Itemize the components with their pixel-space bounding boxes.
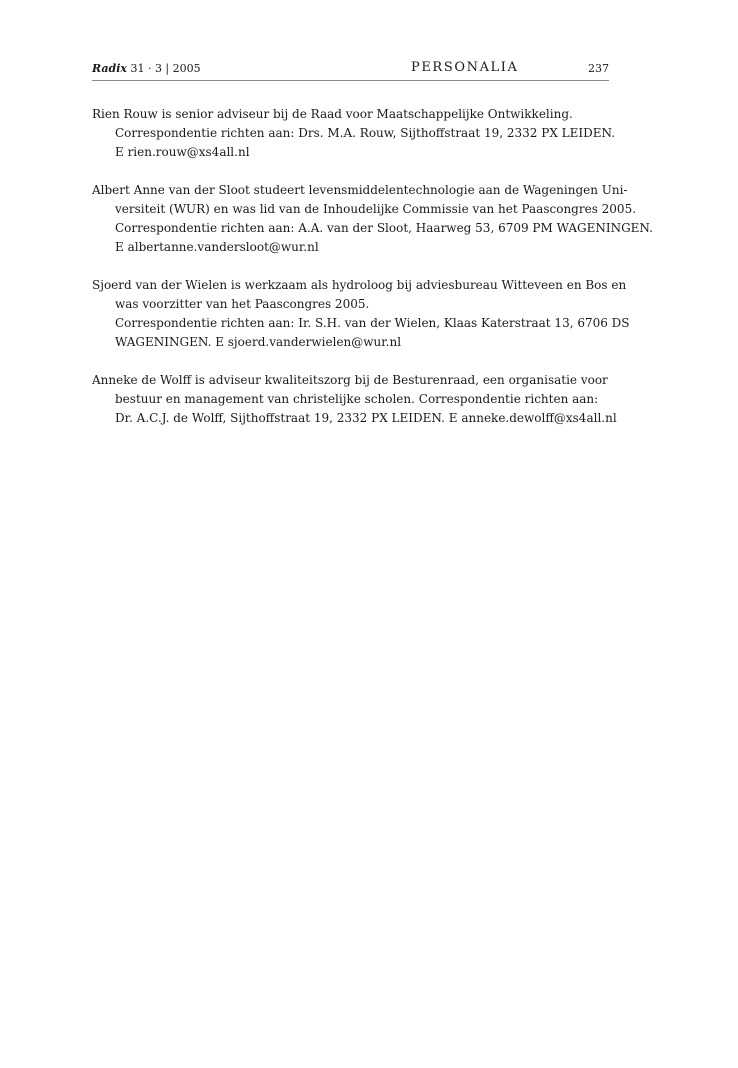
entry-line: E rien.rouw@xs4all.nl xyxy=(115,145,250,159)
journal-issue: 31 · 3 | 2005 xyxy=(130,62,201,75)
entry-line: Rien Rouw is senior adviseur bij de Raad voor Maatschappelijke Ontwikkeling. xyxy=(92,107,573,121)
entry-line: Correspondentie richten aan: Ir. S.H. van der Wielen, Klaas Katerstraat 13, 6706 DS xyxy=(115,316,630,330)
personalia-entry-de-wolff xyxy=(92,371,617,428)
entry-line: WAGENINGEN. E sjoerd.vanderwielen@wur.nl xyxy=(115,335,402,349)
personalia-entry-van-der-wielen xyxy=(92,276,630,352)
entry-line: Dr. A.C.J. de Wolff, Sijthoffstraat 19, 2332 PX LEIDEN. E anneke.dewolff@xs4all.nl xyxy=(115,411,617,425)
personalia-entry-van-der-sloot xyxy=(92,181,653,257)
entry-line: Correspondentie richten aan: Drs. M.A. Rouw, Sijthoffstraat 19, 2332 PX LEIDEN. xyxy=(115,126,616,140)
page-number: 237 xyxy=(588,62,609,75)
entry-line: Sjoerd van der Wielen is werkzaam als hydroloog bij adviesbureau Witteveen en Bos en xyxy=(92,278,627,292)
journal-citation xyxy=(92,62,201,76)
personalia-entry-rouw xyxy=(92,105,616,162)
section-title: PERSONALIA xyxy=(411,60,519,75)
entry-line: was voorzitter van het Paascongres 2005. xyxy=(115,297,370,311)
journal-name: Radix xyxy=(92,62,127,75)
entry-line: Correspondentie richten aan: A.A. van der Sloot, Haarweg 53, 6709 PM WAGENINGEN. xyxy=(115,221,653,235)
entry-line: bestuur en management van christelijke scholen. Correspondentie richten aan: xyxy=(115,392,599,406)
entry-line: versiteit (WUR) en was lid van de Inhoudelijke Commissie van het Paascongres 2005. xyxy=(115,202,637,216)
entry-line: Albert Anne van der Sloot studeert levensmiddelentechnologie aan de Wageningen Uni- xyxy=(92,183,628,197)
entry-line: Anneke de Wolff is adviseur kwaliteitszorg bij de Besturenraad, een organisatie voor xyxy=(92,373,608,387)
entry-line: E albertanne.vandersloot@wur.nl xyxy=(115,240,319,254)
personalia-list xyxy=(92,105,653,447)
running-head xyxy=(92,60,609,81)
